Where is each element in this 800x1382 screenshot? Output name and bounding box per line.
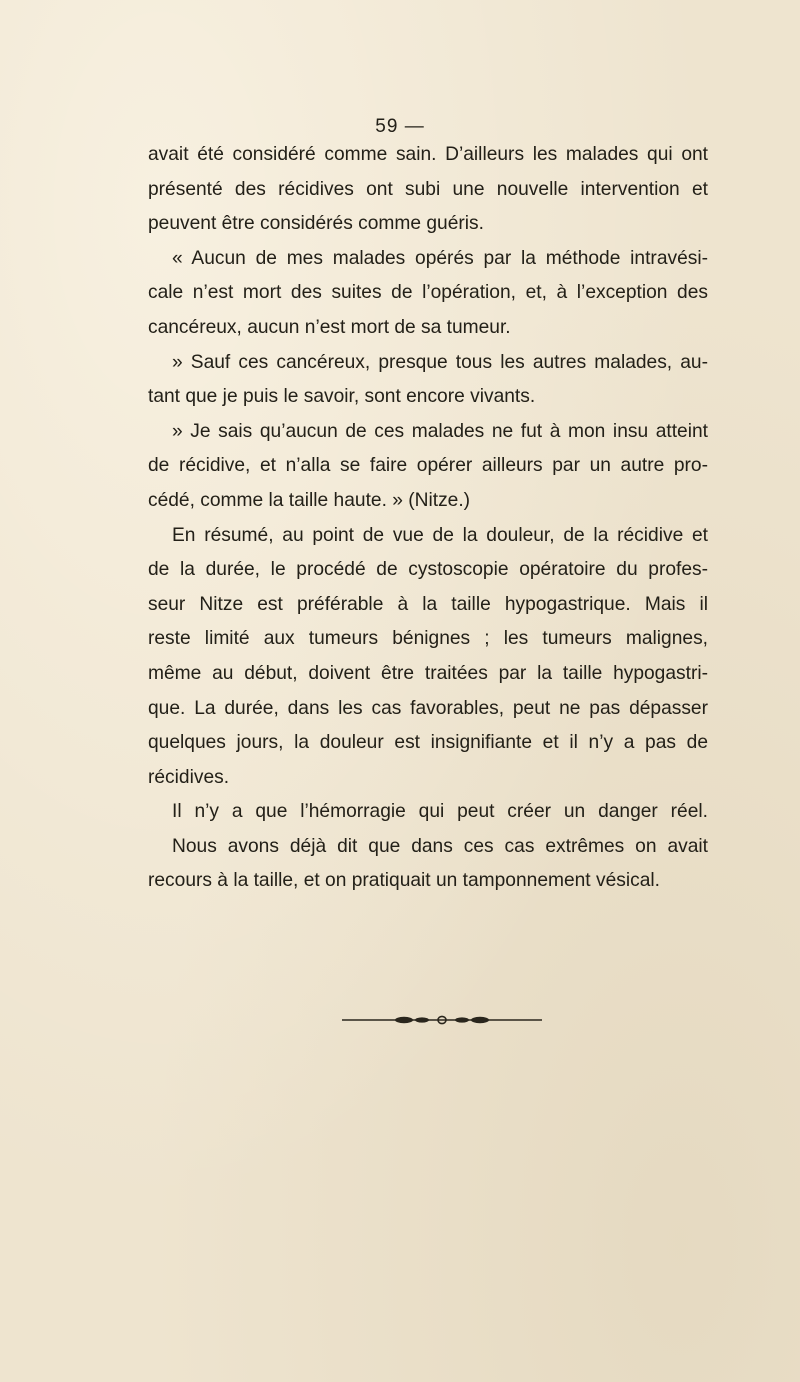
page-number: 59 — bbox=[375, 116, 425, 137]
text-line: avait été considéré comme sain. D’ailleurs les malades qui ont bbox=[148, 144, 708, 165]
text-line: cancéreux, aucun n’est mort de sa tumeur. bbox=[148, 316, 511, 338]
text-line: présenté des récidives ont subi une nouvelle intervention et bbox=[148, 178, 708, 200]
text-line: tant que je puis le savoir, sont encore vivants. bbox=[148, 386, 536, 408]
text-line: Nous avons déjà dit que dans ces cas extrêmes on avait bbox=[172, 835, 708, 857]
text-line: Il n’y a que l’hémorragie qui peut créer un danger réel. bbox=[172, 801, 708, 823]
text-line: recours à la taille, et on pratiquait un tamponnement vésical. bbox=[148, 870, 660, 892]
ornamental-rule-icon bbox=[342, 1014, 542, 1026]
text-line: quelques jours, la douleur est insignifiante et il n’y a pas de bbox=[148, 732, 708, 754]
text-line: récidives. bbox=[148, 766, 230, 788]
text-line: » Je sais qu’aucun de ces malades ne fut à mon insu atteint bbox=[172, 420, 708, 442]
text-line: seur Nitze est préférable à la taille hypogastrique. Mais il bbox=[148, 593, 708, 615]
text-line: reste limité aux tumeurs bénignes ; les tumeurs malignes, bbox=[148, 628, 708, 650]
text-line: En résumé, au point de vue de la douleur, de la récidive et bbox=[172, 524, 708, 546]
text-line: « Aucun de mes malades opérés par la méthode intravési- bbox=[172, 247, 708, 269]
text-line: de la durée, le procédé de cystoscopie opératoire du profes- bbox=[148, 559, 708, 581]
text-line: même au début, doivent être traitées par la taille hypogastri- bbox=[148, 662, 708, 684]
text-line: que. La durée, dans les cas favorables, peut ne pas dépasser bbox=[148, 697, 708, 719]
text-line: » Sauf ces cancéreux, presque tous les autres malades, au- bbox=[172, 351, 708, 373]
text-line: cédé, comme la taille haute. » (Nitze.) bbox=[148, 489, 471, 511]
text-line: cale n’est mort des suites de l’opération, et, à l’exception des bbox=[148, 282, 708, 304]
text-line: peuvent être considérés comme guéris. bbox=[148, 213, 484, 235]
text-line: de récidive, et n’alla se faire opérer ailleurs par un autre pro- bbox=[148, 455, 708, 477]
body-text bbox=[148, 138, 708, 899]
